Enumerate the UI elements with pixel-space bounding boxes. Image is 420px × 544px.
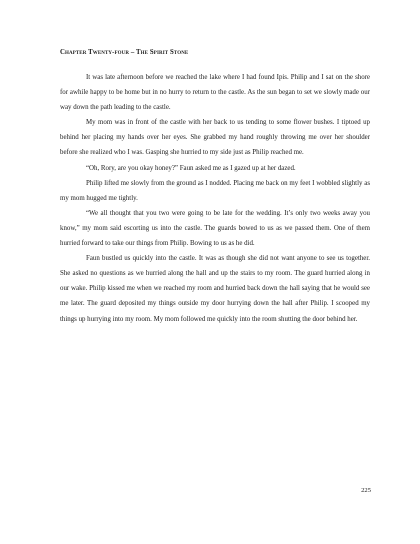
chapter-heading: Chapter Twenty-four – The Spirit Stone: [60, 49, 189, 56]
paragraph: Philip lifted me slowly from the ground as I nodded. Placing me back on my feet I wobbled slightly as my mom hugged me tightly.: [60, 179, 370, 202]
paragraph: “Oh, Rory, are you okay honey?” Faun asked me as I gazed up at her dazed.: [86, 164, 296, 172]
page-number: 225: [361, 487, 371, 494]
chapter-body: [60, 70, 370, 327]
paragraph: Faun bustled us quickly into the castle. It was as though she did not want anyone to see us together. She asked no questions as we hurried along the hall and up the stairs to my room. The guard hurried along in our wake. Philip kissed me when we reached my room and hurried back down the hall saying that he would see me later. The guard deposited my things outside my door hurrying down the hall after Philip. I scooped my things up hurrying into my room. My mom followed me quickly into the room shutting the door behind her.: [60, 255, 370, 323]
paragraph: It was late afternoon before we reached the lake where I had found Ipis. Philip and I sat on the shore for awhile happy to be home but in no hurry to return to the castle. As the sun began to set we slowly made our way down the path leading to the castle.: [60, 74, 370, 112]
paragraph: My mom was in front of the castle with her back to us tending to some flower bushes. I tiptoed up behind her placing my hands over her eyes. She grabbed my hand roughly throwing me over her shoulder before she realized who I was. Gasping she hurried to my side just as Philip reached me.: [60, 119, 370, 157]
paragraph: “We all thought that you two were going to be late for the wedding. It’s only two weeks away you know,” my mom said escorting us into the castle. The guards bowed to us as we passed them. One of them hurried forward to take our things from Philip. Bowing to us as he did.: [60, 209, 370, 248]
